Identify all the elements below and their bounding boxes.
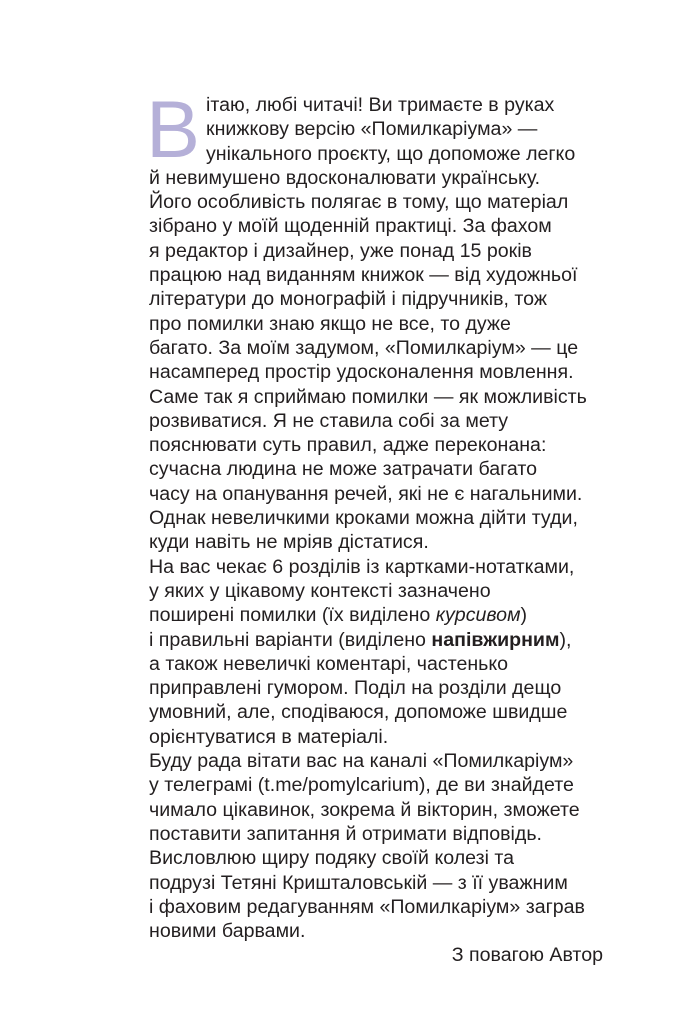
text-line: зібрано у моїй щоденній практиці. За фахом [149, 215, 552, 238]
text-line: багато. За моїм задумом, «Помилкаріум» — це [149, 336, 579, 359]
text-line: поставити запитання й отримати відповідь. [149, 822, 542, 845]
text-segment: ) [520, 604, 528, 627]
text-line: ітаю, любі читачі! Ви тримаєте в руках [206, 94, 555, 116]
text-line: я редактор і дизайнер, уже понад 15 років [149, 239, 532, 262]
text-line: книжкову версію «Помилкаріума» — [206, 118, 538, 141]
signature: З повагою Автор [451, 944, 603, 967]
text-line: Однак невеличкими кроками можна дійти туди, [149, 507, 578, 530]
text-line: й невимушено вдосконалювати українську. [149, 166, 541, 189]
text-line: пояснювати суть правил, адже переконана: [149, 434, 547, 457]
text-line: унікального проєкту, що допоможе легко [206, 142, 576, 165]
text-line: подрузі Тетяні Кришталовській — з її уважним [149, 871, 568, 894]
preface-text [146, 85, 609, 968]
text-line: а також невеличкі коментарі, частенько [149, 652, 509, 675]
text-line: куди навіть не мріяв дістатися. [149, 531, 429, 554]
text-line: про помилки знаю якщо не все, то дуже [149, 312, 511, 335]
text-line: насамперед простір удосконалення мовлення. [149, 361, 574, 384]
text-line-mixed [149, 603, 609, 627]
text-line: у яких у цікавому контексті зазначено [149, 579, 491, 602]
text-line-mixed [149, 628, 609, 652]
text-line: сучасна людина не може затрачати багато [149, 458, 537, 481]
bold-example: напівжирним [431, 628, 560, 651]
text-line: Саме так я сприймаю помилки — як можливість [149, 385, 587, 408]
text-line: Буду рада вітати вас на каналі «Помилкаріум» [149, 750, 574, 773]
drop-cap: В [146, 85, 201, 175]
text-line: чимало цікавинок, зокрема й вікторин, зможете [149, 798, 580, 821]
text-line: приправлені гумором. Поділ на розділи дещо [149, 677, 562, 700]
text-line: умовний, але, сподіваюся, допоможе швидше [149, 701, 568, 724]
text-line: часу на опанування речей, які не є нагальними. [149, 482, 583, 505]
text-segment: поширені помилки (їх виділено [149, 604, 436, 627]
text-line: і фаховим редагуванням «Помилкаріум» заграв [149, 895, 585, 918]
text-segment: ), [559, 628, 572, 651]
text-line: орієнтуватися в матеріалі. [149, 725, 389, 748]
text-line: працюю над виданням книжок — від художньої [149, 264, 578, 287]
text-line: розвиватися. Я не ставила собі за мету [149, 409, 509, 432]
text-line: Висловлюю щиру подяку своїй колезі та [149, 847, 515, 870]
text-line: Його особливість полягає в тому, що матеріал [149, 191, 569, 214]
text-line: На вас чекає 6 розділів із картками-нотатками, [149, 555, 575, 578]
text-segment: і правильні варіанти (виділено [149, 628, 432, 651]
text-line: літератури до монографій і підручників, тож [149, 288, 547, 311]
italic-example: курсивом [435, 604, 521, 627]
text-line: у телеграмі (t.me/pomylcarium), де ви знайдете [149, 774, 574, 797]
text-line: новими барвами. [149, 920, 306, 943]
